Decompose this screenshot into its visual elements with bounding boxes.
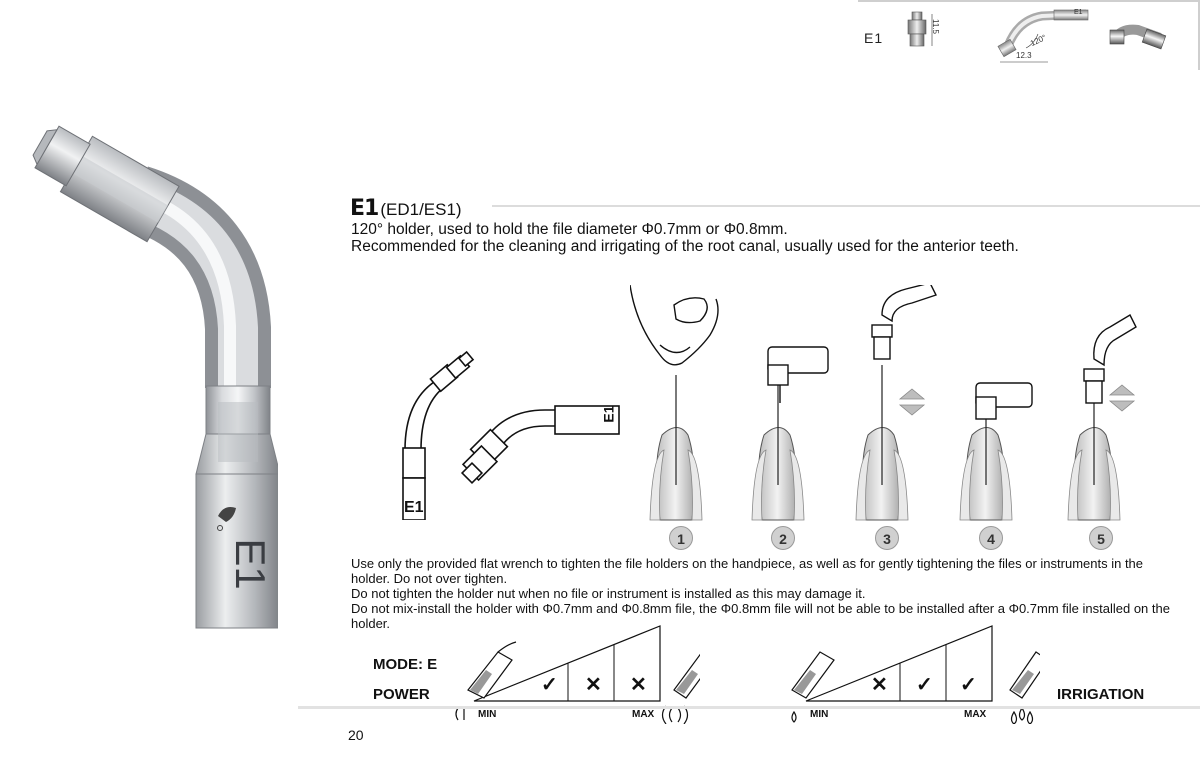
product-engraved-code: E1 — [227, 538, 274, 590]
title-divider — [492, 205, 1200, 207]
step-number-3: 3 — [875, 526, 899, 550]
power-max-label: MAX — [632, 709, 655, 720]
note-1: Use only the provided flat wrench to tighten the file holders on the handpiece, as well as for gently tightening the files or instruments in the holder. Do not over tighten. — [351, 556, 1144, 586]
irrigation-label: IRRIGATION — [1057, 686, 1145, 703]
power-mark-3: ✕ — [630, 674, 647, 696]
header-tip-label: E1 — [1074, 9, 1083, 16]
description — [351, 221, 1151, 255]
note-3: Do not mix-install the holder with Φ0.7mm and Φ0.8mm file, the Φ0.8mm file will not be able to be installed after a Φ0.7mm file installed on the holder. — [351, 601, 1170, 631]
dimension-angle: 120° — [1028, 32, 1048, 49]
dimension-height: 11.5 — [930, 19, 940, 34]
step-number-2: 2 — [771, 526, 795, 550]
section-title — [350, 196, 1200, 220]
title-code: E1 — [350, 196, 379, 221]
usage-notes — [351, 556, 1181, 631]
power-min-label: MIN — [478, 709, 497, 720]
note-2: Do not tighten the holder nut when no file or instrument is installed as this may damage it. — [351, 586, 866, 601]
diagram-tip-label-rotated: E1 — [600, 405, 617, 423]
tip-line-drawing — [395, 340, 635, 520]
irrigation-mark-1: ✕ — [871, 674, 888, 696]
power-label: POWER — [373, 686, 430, 703]
power-mark-2: ✕ — [585, 674, 602, 696]
description-line-1: 120° holder, used to hold the file diameter Φ0.7mm or Φ0.8mm. — [351, 221, 788, 238]
installation-steps-illustration — [630, 285, 1150, 525]
dimension-length: 12.3 — [1016, 51, 1032, 60]
step-number-1: 1 — [669, 526, 693, 550]
power-mark-1: ✓ — [541, 674, 558, 696]
page-number: 20 — [348, 727, 364, 743]
title-alt-codes: (ED1/ES1) — [380, 200, 462, 219]
tip-3d-thumbnail-icon — [1108, 20, 1168, 52]
tip-side-view-icon — [900, 10, 940, 60]
irrigation-max-label: MAX — [964, 709, 987, 720]
description-line-2: Recommended for the cleaning and irrigating of the root canal, usually used for the anterior teeth. — [351, 238, 1019, 255]
mode-label: MODE: E — [373, 656, 438, 673]
footer-divider — [298, 706, 1200, 709]
irrigation-mark-2: ✓ — [916, 674, 933, 696]
header-tip-code: E1 — [864, 30, 884, 46]
irrigation-mark-3: ✓ — [960, 674, 977, 696]
step-number-5: 5 — [1089, 526, 1113, 550]
irrigation-min-label: MIN — [810, 709, 829, 720]
diagram-tip-label: E1 — [404, 499, 424, 516]
step-number-4: 4 — [979, 526, 1003, 550]
